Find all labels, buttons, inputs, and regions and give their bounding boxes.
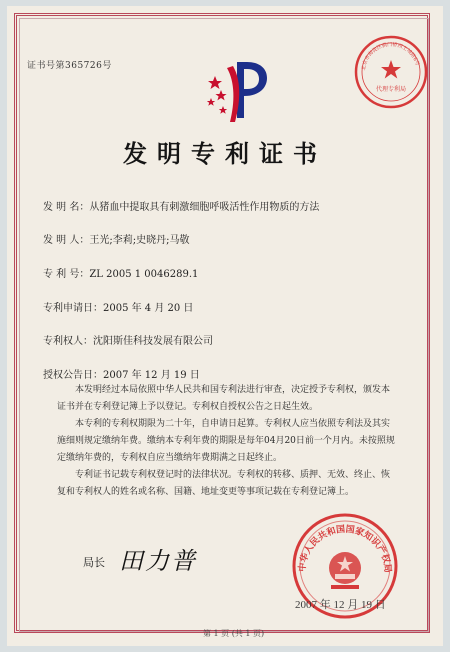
page-number: 第 1 页 (共 1 页) <box>203 629 265 638</box>
patent-number-colon: ： <box>79 269 90 280</box>
invention-name-colon: ： <box>79 202 90 213</box>
filing-date-colon: ： <box>93 303 103 314</box>
grant-date-colon: ： <box>93 370 103 381</box>
invention-name-row <box>43 198 319 213</box>
logo-stars <box>207 76 227 114</box>
invention-name-label: 发 明 名 <box>43 202 80 213</box>
filing-date-label: 专利申请日 <box>43 303 93 314</box>
inventors-colon: ： <box>79 235 90 246</box>
patentee-label: 专利权人 <box>43 336 83 347</box>
grant-date-label: 授权公告日 <box>43 370 93 381</box>
certificate-body <box>57 382 397 501</box>
seal-top-center-text: 代理专利局 <box>375 86 407 93</box>
invention-name-value: 从猪血中提取具有刺激细胞呼吸活性作用物质的方法 <box>89 202 320 213</box>
patentee-value: 沈阳斯佳科技发展有限公司 <box>93 336 213 347</box>
issue-date: 2007 年 12 月 19 日 <box>295 599 386 611</box>
agency-seal <box>353 34 429 110</box>
sipo-logo <box>207 56 273 128</box>
logo-p-shape <box>237 62 267 118</box>
patent-number-row <box>43 265 198 280</box>
patentee-colon: ： <box>83 336 93 347</box>
patentee-row <box>43 332 213 347</box>
grant-date-row <box>43 366 200 381</box>
director-label: 局长 <box>83 556 105 569</box>
patent-number-value: ZL 2005 1 0046289.1 <box>89 269 199 280</box>
seal-ring-text: 中华人民共和国国家知识产权局 <box>297 524 393 574</box>
patent-number-label: 专 利 号 <box>43 269 80 280</box>
body-paragraph: 专利证书记载专利权登记时的法律状况。专利权的转移、质押、无效、终止、恢复和专利权人的姓名或名称、国籍、地址变更等事项记载在专利登记簿上。 <box>57 470 391 497</box>
certificate-paper <box>7 6 443 646</box>
body-paragraph: 本专利的专利权期限为二十年，自申请日起算。专利权人应当依照专利法及其实施细则规定缴纳年费。缴纳本专利年费的期限是每年04月20日前一个月内。未按照规定缴纳年费的，专利权自应当缴纳年费期满之日起终止。 <box>57 419 395 463</box>
page-title: 发明专利证书 <box>123 139 327 168</box>
filing-date-value: 2005 年 4 月 20 日 <box>103 303 194 314</box>
director-signature: 田力普 <box>119 547 197 575</box>
inventors-value: 王光;李莉;史晓丹;马敬 <box>89 235 190 246</box>
body-paragraph: 本发明经过本局依照中华人民共和国专利法进行审查，决定授予专利权，颁发本证书并在专利登记簿上予以登记。专利权自授权公告之日起生效。 <box>57 385 391 412</box>
inventors-row <box>43 231 189 246</box>
grant-date-value: 2007 年 12 月 19 日 <box>103 370 200 381</box>
certificate-number: 证书号第365726号 <box>27 61 112 71</box>
filing-date-row <box>43 299 193 314</box>
inventors-label: 发 明 人 <box>43 235 80 246</box>
national-emblem-icon <box>329 552 361 589</box>
seal-top-ring-text: 北京市海淀区蓟门桥西土城路6号 <box>360 41 421 71</box>
